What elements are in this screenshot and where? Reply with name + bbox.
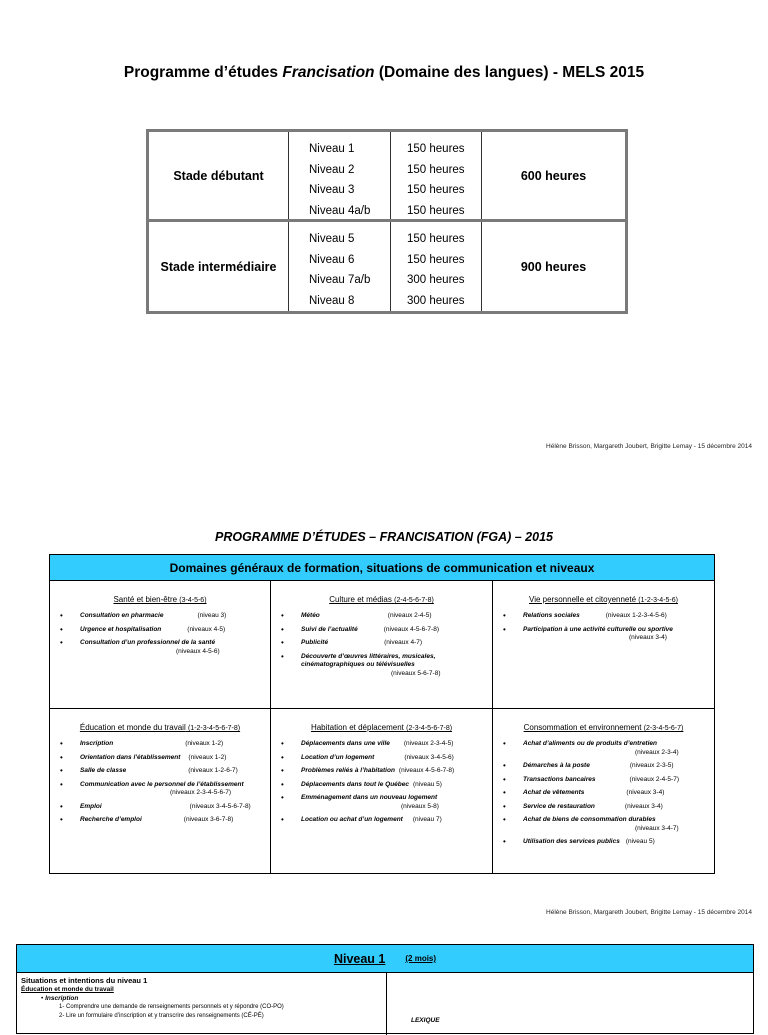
domain-title: Éducation et monde du travail (1-2-3-4-5-6-7-8) [79,723,241,732]
domain-title: Consommation et environnement (2-3-4-5-6-7) [523,723,684,732]
list-item: • Météo (niveaux 2-4-5) [279,612,492,621]
niveau-header [17,945,753,973]
total-hours: 900 heures [520,259,587,274]
situation-list [493,740,714,847]
situation-list [271,740,492,825]
page-title-fga: PROGRAMME D’ÉTUDES – FRANCISATION (FGA) – 2015 [214,530,553,544]
list-item: • Transactions bancaires (niveaux 2-4-5-7) [501,776,714,785]
domain-title: Habitation et déplacement (2-3-4-5-6-7-8) [310,723,453,732]
lexique-label: LEXIQUE [411,1017,440,1024]
list-item: • Location ou achat d’un logement (niveau 7) [279,816,492,825]
levels-column: Niveau 5 Niveau 6 Niveau 7a/b Niveau 8 [289,222,391,311]
domain-title: Culture et médias (2-4-5-6-7-8) [329,595,434,604]
list-item: • Problèmes reliés à l’habitation (niveaux 4-5-6-7-8) [279,767,492,776]
list-item: • Suivi de l’actualité (niveaux 4-5-6-7-8) [279,626,492,635]
table-row [149,132,625,220]
list-item: • Location d’un logement (niveaux 3-4-5-6) [279,754,492,763]
lexique-cell [387,973,753,1035]
domain-cell-education [50,709,271,873]
situations-cell [17,973,387,1035]
list-item: • Déplacements dans tout le Québec (niveau 5) [279,781,492,790]
list-item: • Emploi (niveaux 3-4-5-6-7-8) [58,803,270,812]
list-item: • Emménagement dans un nouveau logement (niveaux 5-8) [279,794,492,811]
hours-table [146,129,628,314]
domain-title: Santé et bien-être (3-4-5-6) [113,595,207,604]
domain-cell-consommation [493,709,714,873]
stade-label: Stade débutant [149,132,289,220]
list-item: • Inscription (niveaux 1-2) [58,740,270,749]
list-item: • Démarches à la poste (niveaux 2-3-5) [501,762,714,771]
list-item: • Publicité (niveaux 4-7) [279,639,492,648]
domains-table [49,554,715,874]
list-item: • Participation à une activité culturelle ou sportive (niveaux 3-4) [501,626,714,643]
levels-column: Niveau 1 Niveau 2 Niveau 3 Niveau 4a/b [289,132,391,220]
list-item: • Consultation en pharmacie (niveau 3) [58,612,270,621]
niveau-duration: (2 mois) [405,954,437,963]
list-item: • Relations sociales (niveaux 1-2-3-4-5-6) [501,612,714,621]
list-item: • Communication avec le personnel de l’établissement (niveaux 2-3-4-5-6-7) [58,781,270,798]
list-item: • Achat de vêtements (niveaux 3-4) [501,789,714,798]
domain-label: Éducation et monde du travail [21,986,114,993]
page-footer: Hélène Brisson, Margareth Joubert, Brigitte Lemay - 15 décembre 2014 [546,443,752,450]
domain-cell-habitation [271,709,493,873]
page-title-programme: Programme d’études Francisation (Domaine des langues) - MELS 2015 [123,64,645,81]
list-item: • Urgence et hospitalisation (niveaux 4-5) [58,626,270,635]
list-item: • Achat d’aliments ou de produits d’entretien (niveaux 2-3-4) [501,740,714,757]
niveau-table [16,944,754,1034]
list-item: • Orientation dans l’établissement (niveaux 1-2) [58,754,270,763]
intention-item: 1- Comprendre une demande de renseignements personnels et y répondre (CO-PO) [59,1004,284,1010]
list-item: • Déplacements dans une ville (niveaux 2-3-4-5) [279,740,492,749]
situation-list [493,612,714,643]
page-footer: Hélène Brisson, Margareth Joubert, Brigitte Lemay - 15 décembre 2014 [546,909,752,916]
stade-label: Stade intermédiaire [149,222,289,311]
domain-cell-culture [271,581,493,709]
situation-list [271,612,492,678]
hours-column: 150 heures 150 heures 300 heures 300 heures [391,222,482,311]
list-item: • Utilisation des services publics (niveau 5) [501,838,714,847]
domain-cell-vie-personnelle [493,581,714,709]
list-item: • Consultation d’un professionnel de la santé (niveaux 4-5-6) [58,639,270,656]
domain-cell-sante [50,581,271,709]
situation-list [50,612,270,656]
hours-column: 150 heures 150 heures 150 heures 150 heures [391,132,482,220]
total-hours: 600 heures [520,169,587,183]
list-item: • Service de restauration (niveaux 3-4) [501,803,714,812]
niveau-title: Niveau 1 [333,951,386,966]
situations-title: Situations et intentions du niveau 1 [21,976,148,985]
list-item: • Recherche d’emploi (niveaux 3-6-7-8) [58,816,270,825]
domain-title: Vie personnelle et citoyenneté (1-2-3-4-5-6) [529,595,678,604]
table-row [149,222,625,311]
list-item: • Achat de biens de consommation durables (niveaux 3-4-7) [501,816,714,833]
situation-list [50,740,270,825]
domains-header: Domaines généraux de formation, situations de communication et niveaux [50,555,714,581]
situation-item: • Inscription [41,995,79,1002]
list-item: • Découverte d’œuvres littéraires, musicales, cinématographiques ou télévisuelles (niveaux 5-6-7-8) [279,653,492,679]
list-item: • Salle de classe (niveaux 1-2-6-7) [58,767,270,776]
intention-item: 2- Lire un formulaire d’inscription et y transcrire des renseignements (CÉ-PÉ) [59,1013,264,1019]
